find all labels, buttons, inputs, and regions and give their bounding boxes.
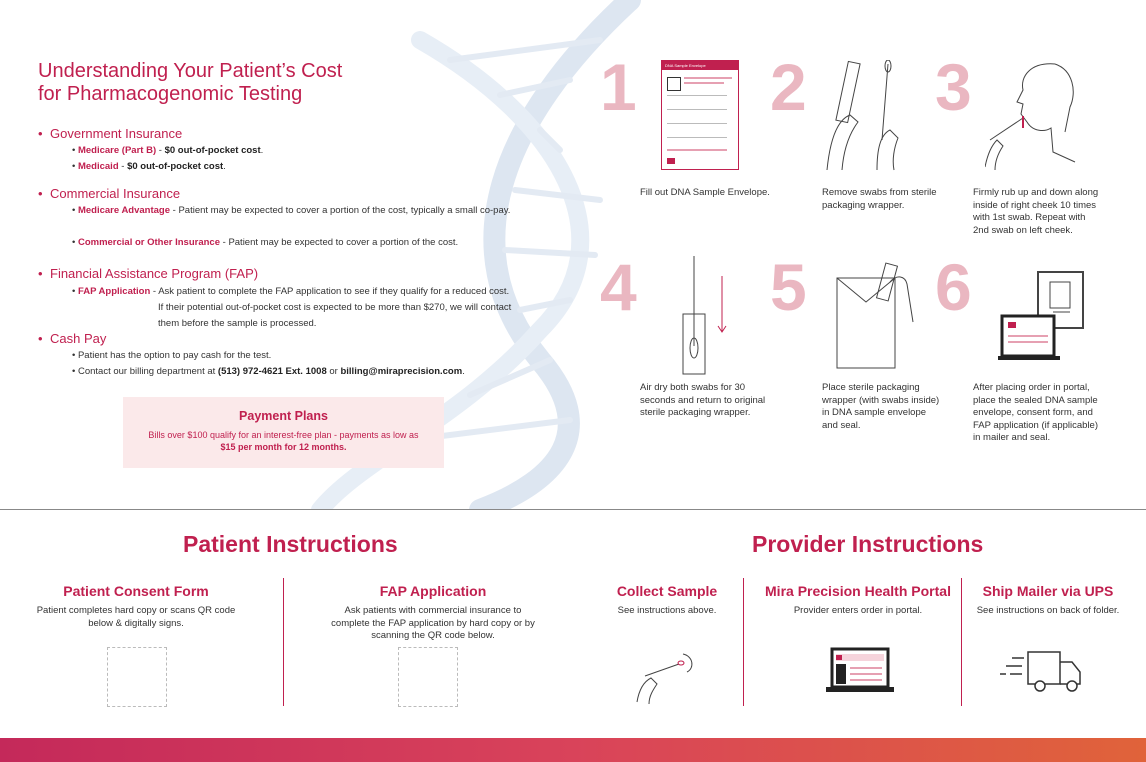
ship-mailer-text: See instructions on back of folder. (976, 605, 1120, 616)
consent-form-text: Patient completes hard copy or scans QR code below & digitally signs. (36, 605, 236, 629)
mailer-laptop-illustration (998, 270, 1088, 365)
consent-form-title: Patient Consent Form (63, 583, 209, 599)
step-6-number: 6 (935, 250, 972, 324)
provider-divider-2 (961, 578, 962, 706)
fap-line2: If their potential out-of-pocket cost is expected to be more than $270, we will contact (158, 302, 512, 313)
cash-line1: • Patient has the option to pay cash for the test. (72, 350, 272, 361)
cost-title-line2: for Pharmacogenomic Testing (38, 83, 303, 105)
patient-column-divider (283, 578, 284, 706)
medicare-advantage-line: • Medicare Advantage - Patient may be expected to cover a portion of the cost, typically a small co-pay. (72, 205, 511, 216)
fap-line1: • FAP Application - Ask patient to complete the FAP application to see if they qualify for a reduced cost. (72, 286, 510, 297)
envelope-title: DNA Sample Envelope (662, 61, 738, 70)
step-4-number: 4 (600, 250, 637, 324)
step-3-number: 3 (935, 50, 972, 124)
fap-heading: • Financial Assistance Program (FAP) (38, 266, 259, 281)
step-1-caption: Fill out DNA Sample Envelope. (640, 187, 770, 198)
patient-instructions-title: Patient Instructions (183, 531, 398, 557)
payment-plans-box (123, 397, 444, 468)
cash-line2: • Contact our billing department at (513) 972-4621 Ext. 1008 or billing@miraprecision.com. (72, 366, 465, 377)
cost-title-line1: Understanding Your Patient’s Cost (38, 60, 343, 82)
step-2-caption: Remove swabs from sterile packaging wrapper. (822, 187, 937, 211)
fap-application-title: FAP Application (379, 583, 487, 599)
step-3-caption: Firmly rub up and down along inside of right cheek 10 times with 1st swab. Repeat with 2nd swab on left cheek. (973, 187, 1099, 236)
air-dry-swab-illustration (678, 256, 738, 376)
collect-sample-title: Collect Sample (616, 583, 718, 599)
collect-sample-text: See instructions above. (617, 605, 717, 616)
step-5-number: 5 (770, 250, 807, 324)
fap-line3: them before the sample is processed. (158, 318, 317, 329)
commercial-other-line: • Commercial or Other Insurance - Patient may be expected to cover a portion of the cost. (72, 237, 459, 248)
payment-plans-text: Bills over $100 qualify for an interest-free plan - payments as low as $15 per month for 12 months. (148, 430, 419, 452)
step-5-caption: Place sterile packaging wrapper (with swabs inside) in DNA sample envelope and seal. (822, 382, 940, 431)
billing-email[interactable]: billing@miraprecision.com (340, 366, 463, 377)
portal-title: Mira Precision Health Portal (765, 583, 951, 599)
cheek-swab-illustration (985, 62, 1080, 177)
medicare-line: • Medicare (Part B) - $0 out-of-pocket cost. (72, 145, 264, 156)
payment-plans-title: Payment Plans (239, 409, 328, 423)
dna-envelope-illustration (661, 60, 739, 170)
envelope-seal-illustration (835, 262, 915, 370)
cash-pay-heading: • Cash Pay (38, 331, 107, 346)
step-6-caption: After placing order in portal, place the sealed DNA sample envelope, consent form, and FAP application (if applicable) in mailer and seal. (973, 382, 1098, 443)
portal-laptop-icon (826, 646, 896, 696)
cost-section-title (38, 60, 342, 106)
step-2-number: 2 (770, 50, 807, 124)
collect-sample-swab-icon (635, 650, 700, 705)
provider-divider-1 (743, 578, 744, 706)
commercial-insurance-heading: • Commercial Insurance (38, 186, 181, 201)
portal-text: Provider enters order in portal. (793, 605, 923, 616)
section-divider (0, 509, 1146, 510)
ship-mailer-title: Ship Mailer via UPS (982, 583, 1114, 599)
fap-application-text: Ask patients with commercial insurance to complete the FAP application by hard copy or by scanning the QR code below. (331, 605, 535, 641)
fap-qr-placeholder[interactable] (398, 647, 458, 707)
step-4-caption: Air dry both swabs for 30 seconds and return to original sterile packaging wrapper. (640, 382, 766, 418)
delivery-truck-icon (1000, 648, 1085, 696)
government-insurance-heading: • Government Insurance (38, 126, 183, 141)
medicaid-line: • Medicaid - $0 out-of-pocket cost. (72, 161, 226, 172)
swab-removal-illustration (822, 60, 912, 175)
consent-qr-placeholder[interactable] (107, 647, 167, 707)
billing-phone: (513) 972-4621 Ext. 1008 (217, 366, 327, 377)
footer-gradient-bar (0, 738, 1146, 762)
provider-instructions-title: Provider Instructions (752, 531, 984, 557)
step-1-number: 1 (600, 50, 637, 124)
